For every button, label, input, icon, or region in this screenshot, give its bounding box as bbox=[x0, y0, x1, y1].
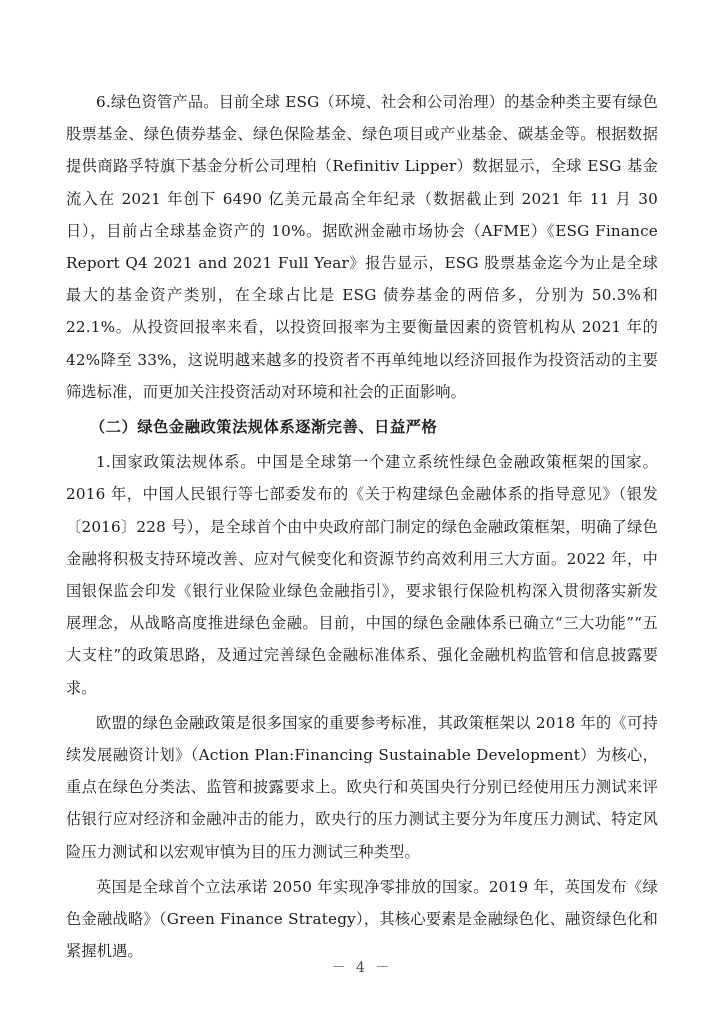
paragraph-green-asset-products: 6.绿色资管产品。目前全球 ESG（环境、社会和公司治理）的基金种类主要有绿色股票基金、绿色债券基金、绿色保险基金、绿色项目或产业基金、碳基金等。根据数据提供商路孚特旗下基金分析公司理柏（Refinitiv Lipper）数据显示，全球 ESG 基金流入在 2021 年创下 6490 亿美元最高全年纪录（数据截止到 2021 年 11 月 30 日），目前占全球基金资产的 10%。据欧洲金融市场协会（AFME）《ESG Finance Report Q4 2021 and 2021 Full Year》报告显示，ESG 股票基金迄今为止是全球最大的基金资产类别，在全球占比是 ESG 债券基金的两倍多，分别为 50.3%和 22.1%。从投资回报率来看，以投资回报率为主要衡量因素的资管机构从 2021 年的 42%降至 33%，这说明越来越多的投资者不再单纯地以经济回报作为投资活动的主要筛选标准，而更加关注投资活动对环境和社会的正面影响。 bbox=[66, 93, 658, 401]
section-heading: （二）绿色金融政策法规体系逐渐完善、日益严格 bbox=[90, 418, 438, 437]
document-body bbox=[66, 86, 658, 970]
paragraph-national-policy: 1.国家政策法规体系。中国是全球第一个建立系统性绿色金融政策框架的国家。2016 年，中国人民银行等七部委发布的《关于构建绿色金融体系的指导意见》（银发〔2016〕228 号），是全球首个由中央政府部门制定的绿色金融政策框架，明确了绿色金融将积极支持环境改善、应对气候变化和资源节约高效利用三大方面。2022 年，中国银保监会印发《银行业保险业绿色金融指引》，要求银行保险机构深入贯彻落实新发展理念，从战略高度推进绿色金融。目前，中国的绿色金融体系已确立“三大功能”“五大支柱”的政策思路，及通过完善绿色金融标准体系、强化金融机构监管和信息披露要求。 bbox=[66, 453, 658, 697]
paragraph-uk-policy: 英国是全球首个立法承诺 2050 年实现净零排放的国家。2019 年，英国发布《绿色金融战略》（Green Finance Strategy），其核心要素是金融绿色化、融资绿色化和紧握机遇。 bbox=[66, 877, 658, 961]
page-number: － 4 － bbox=[331, 960, 393, 976]
paragraph-eu-policy: 欧盟的绿色金融政策是很多国家的重要参考标准，其政策框架以 2018 年的《可持续发展融资计划》（Action Plan:Financing Sustainable Development）为核心，重点在绿色分类法、监管和披露要求上。欧央行和英国央行分别已经使用压力测试来评估银行应对经济和金融冲击的能力，欧央行的压力测试主要分为年度压力测试、特定风险压力测试和以宏观审慎为目的压力测试三种类型。 bbox=[66, 713, 658, 861]
